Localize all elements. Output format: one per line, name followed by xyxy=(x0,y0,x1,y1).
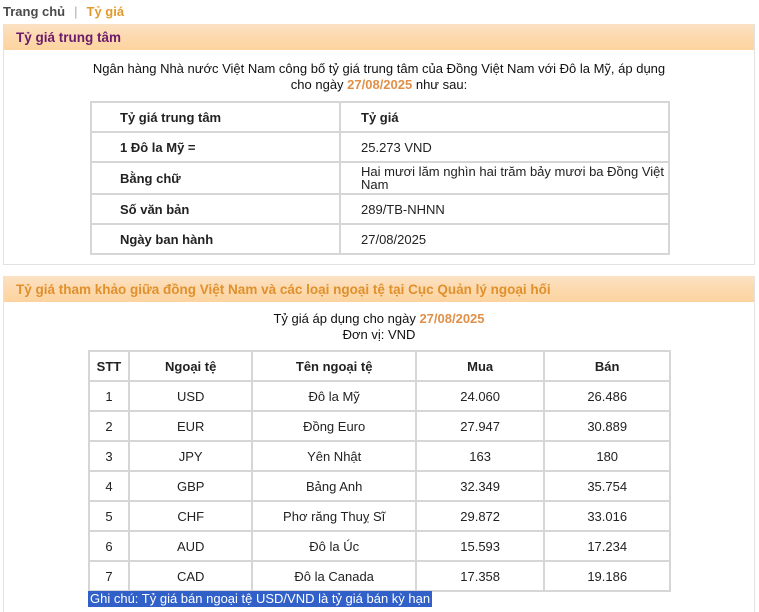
row-label: Ngày ban hành xyxy=(91,224,340,254)
breadcrumb xyxy=(3,3,124,19)
cell-name: Yên Nhật xyxy=(252,441,415,471)
cell-buy: 27.947 xyxy=(416,411,545,441)
cell-stt: 2 xyxy=(89,411,129,441)
table-header-row xyxy=(89,351,670,381)
col-currency-code: Ngoại tệ xyxy=(129,351,253,381)
cell-stt: 4 xyxy=(89,471,129,501)
header-label: Tỷ giá trung tâm xyxy=(91,102,340,132)
table-row xyxy=(89,501,670,531)
intro-line-2 xyxy=(4,77,754,93)
cell-code: USD xyxy=(129,381,253,411)
cell-sell: 33.016 xyxy=(544,501,670,531)
cell-name: Bảng Anh xyxy=(252,471,415,501)
table-header-row xyxy=(91,102,669,132)
cell-code: JPY xyxy=(129,441,253,471)
breadcrumb-separator: | xyxy=(74,3,78,19)
table-row xyxy=(89,381,670,411)
cell-code: CHF xyxy=(129,501,253,531)
central-rate-title: Tỷ giá trung tâm xyxy=(4,24,754,50)
cell-sell: 17.234 xyxy=(544,531,670,561)
row-value: 25.273 VND xyxy=(340,132,669,162)
footnote-selected-text[interactable]: Ghi chú: Tỷ giá bán ngoại tệ USD/VND là tỷ giá bán kỳ hạn xyxy=(90,591,431,606)
row-label: Bằng chữ xyxy=(91,162,340,194)
reference-rate-title: Tỷ giá tham khảo giữa đồng Việt Nam và các loại ngoại tệ tại Cục Quản lý ngoại hối xyxy=(4,276,754,302)
cell-name: Đồng Euro xyxy=(252,411,415,441)
intro-line-1: Ngân hàng Nhà nước Việt Nam công bố tỷ giá trung tâm của Đồng Việt Nam với Đô la Mỹ, áp dụng xyxy=(92,61,666,76)
cell-sell: 35.754 xyxy=(544,471,670,501)
cell-sell: 180 xyxy=(544,441,670,471)
table-row xyxy=(91,162,669,194)
table-row xyxy=(89,531,670,561)
cell-stt: 7 xyxy=(89,561,129,591)
cell-name: Đô la Canada xyxy=(252,561,415,591)
central-rate-intro xyxy=(4,61,754,93)
applied-prefix: Tỷ giá áp dụng cho ngày xyxy=(273,311,420,326)
cell-name: Đô la Úc xyxy=(252,531,415,561)
breadcrumb-home-link[interactable]: Trang chủ xyxy=(3,3,66,19)
applied-line xyxy=(4,311,754,327)
reference-rate-table xyxy=(88,350,671,592)
table-row xyxy=(91,224,669,254)
cell-code: AUD xyxy=(129,531,253,561)
table-row xyxy=(89,441,670,471)
cell-stt: 1 xyxy=(89,381,129,411)
reference-rate-panel xyxy=(3,276,755,612)
central-rate-panel xyxy=(3,24,755,265)
intro-suffix: như sau: xyxy=(412,77,468,92)
breadcrumb-current[interactable]: Tỷ giá xyxy=(86,3,125,19)
cell-buy: 29.872 xyxy=(416,501,545,531)
cell-code: EUR xyxy=(129,411,253,441)
cell-sell: 30.889 xyxy=(544,411,670,441)
col-sell: Bán xyxy=(544,351,670,381)
header-value: Tỷ giá xyxy=(340,102,669,132)
table-row xyxy=(91,194,669,224)
table-row xyxy=(89,561,670,591)
cell-name: Phơ răng Thuỵ Sĩ xyxy=(252,501,415,531)
row-value: 289/TB-NHNN xyxy=(340,194,669,224)
applied-date: 27/08/2025 xyxy=(419,311,485,326)
table-row xyxy=(91,132,669,162)
cell-code: GBP xyxy=(129,471,253,501)
row-label: 1 Đô la Mỹ = xyxy=(91,132,340,162)
col-stt: STT xyxy=(89,351,129,381)
col-currency-name: Tên ngoại tệ xyxy=(252,351,415,381)
cell-buy: 17.358 xyxy=(416,561,545,591)
table-row xyxy=(89,411,670,441)
cell-name: Đô la Mỹ xyxy=(252,381,415,411)
unit-label: Đơn vị: VND xyxy=(342,327,416,342)
col-buy: Mua xyxy=(416,351,545,381)
cell-code: CAD xyxy=(129,561,253,591)
cell-stt: 3 xyxy=(89,441,129,471)
cell-buy: 15.593 xyxy=(416,531,545,561)
cell-stt: 6 xyxy=(89,531,129,561)
applied-date-info xyxy=(4,311,754,343)
table-row xyxy=(89,471,670,501)
cell-sell: 26.486 xyxy=(544,381,670,411)
row-value: 27/08/2025 xyxy=(340,224,669,254)
cell-buy: 163 xyxy=(416,441,545,471)
cell-buy: 24.060 xyxy=(416,381,545,411)
cell-buy: 32.349 xyxy=(416,471,545,501)
intro-prefix: cho ngày xyxy=(290,77,348,92)
cell-stt: 5 xyxy=(89,501,129,531)
row-label: Số văn bản xyxy=(91,194,340,224)
row-value: Hai mươi lăm nghìn hai trăm bảy mươi ba Đồng Việt Nam xyxy=(340,162,669,194)
cell-sell: 19.186 xyxy=(544,561,670,591)
central-rate-table xyxy=(90,101,670,255)
intro-date: 27/08/2025 xyxy=(347,77,413,92)
